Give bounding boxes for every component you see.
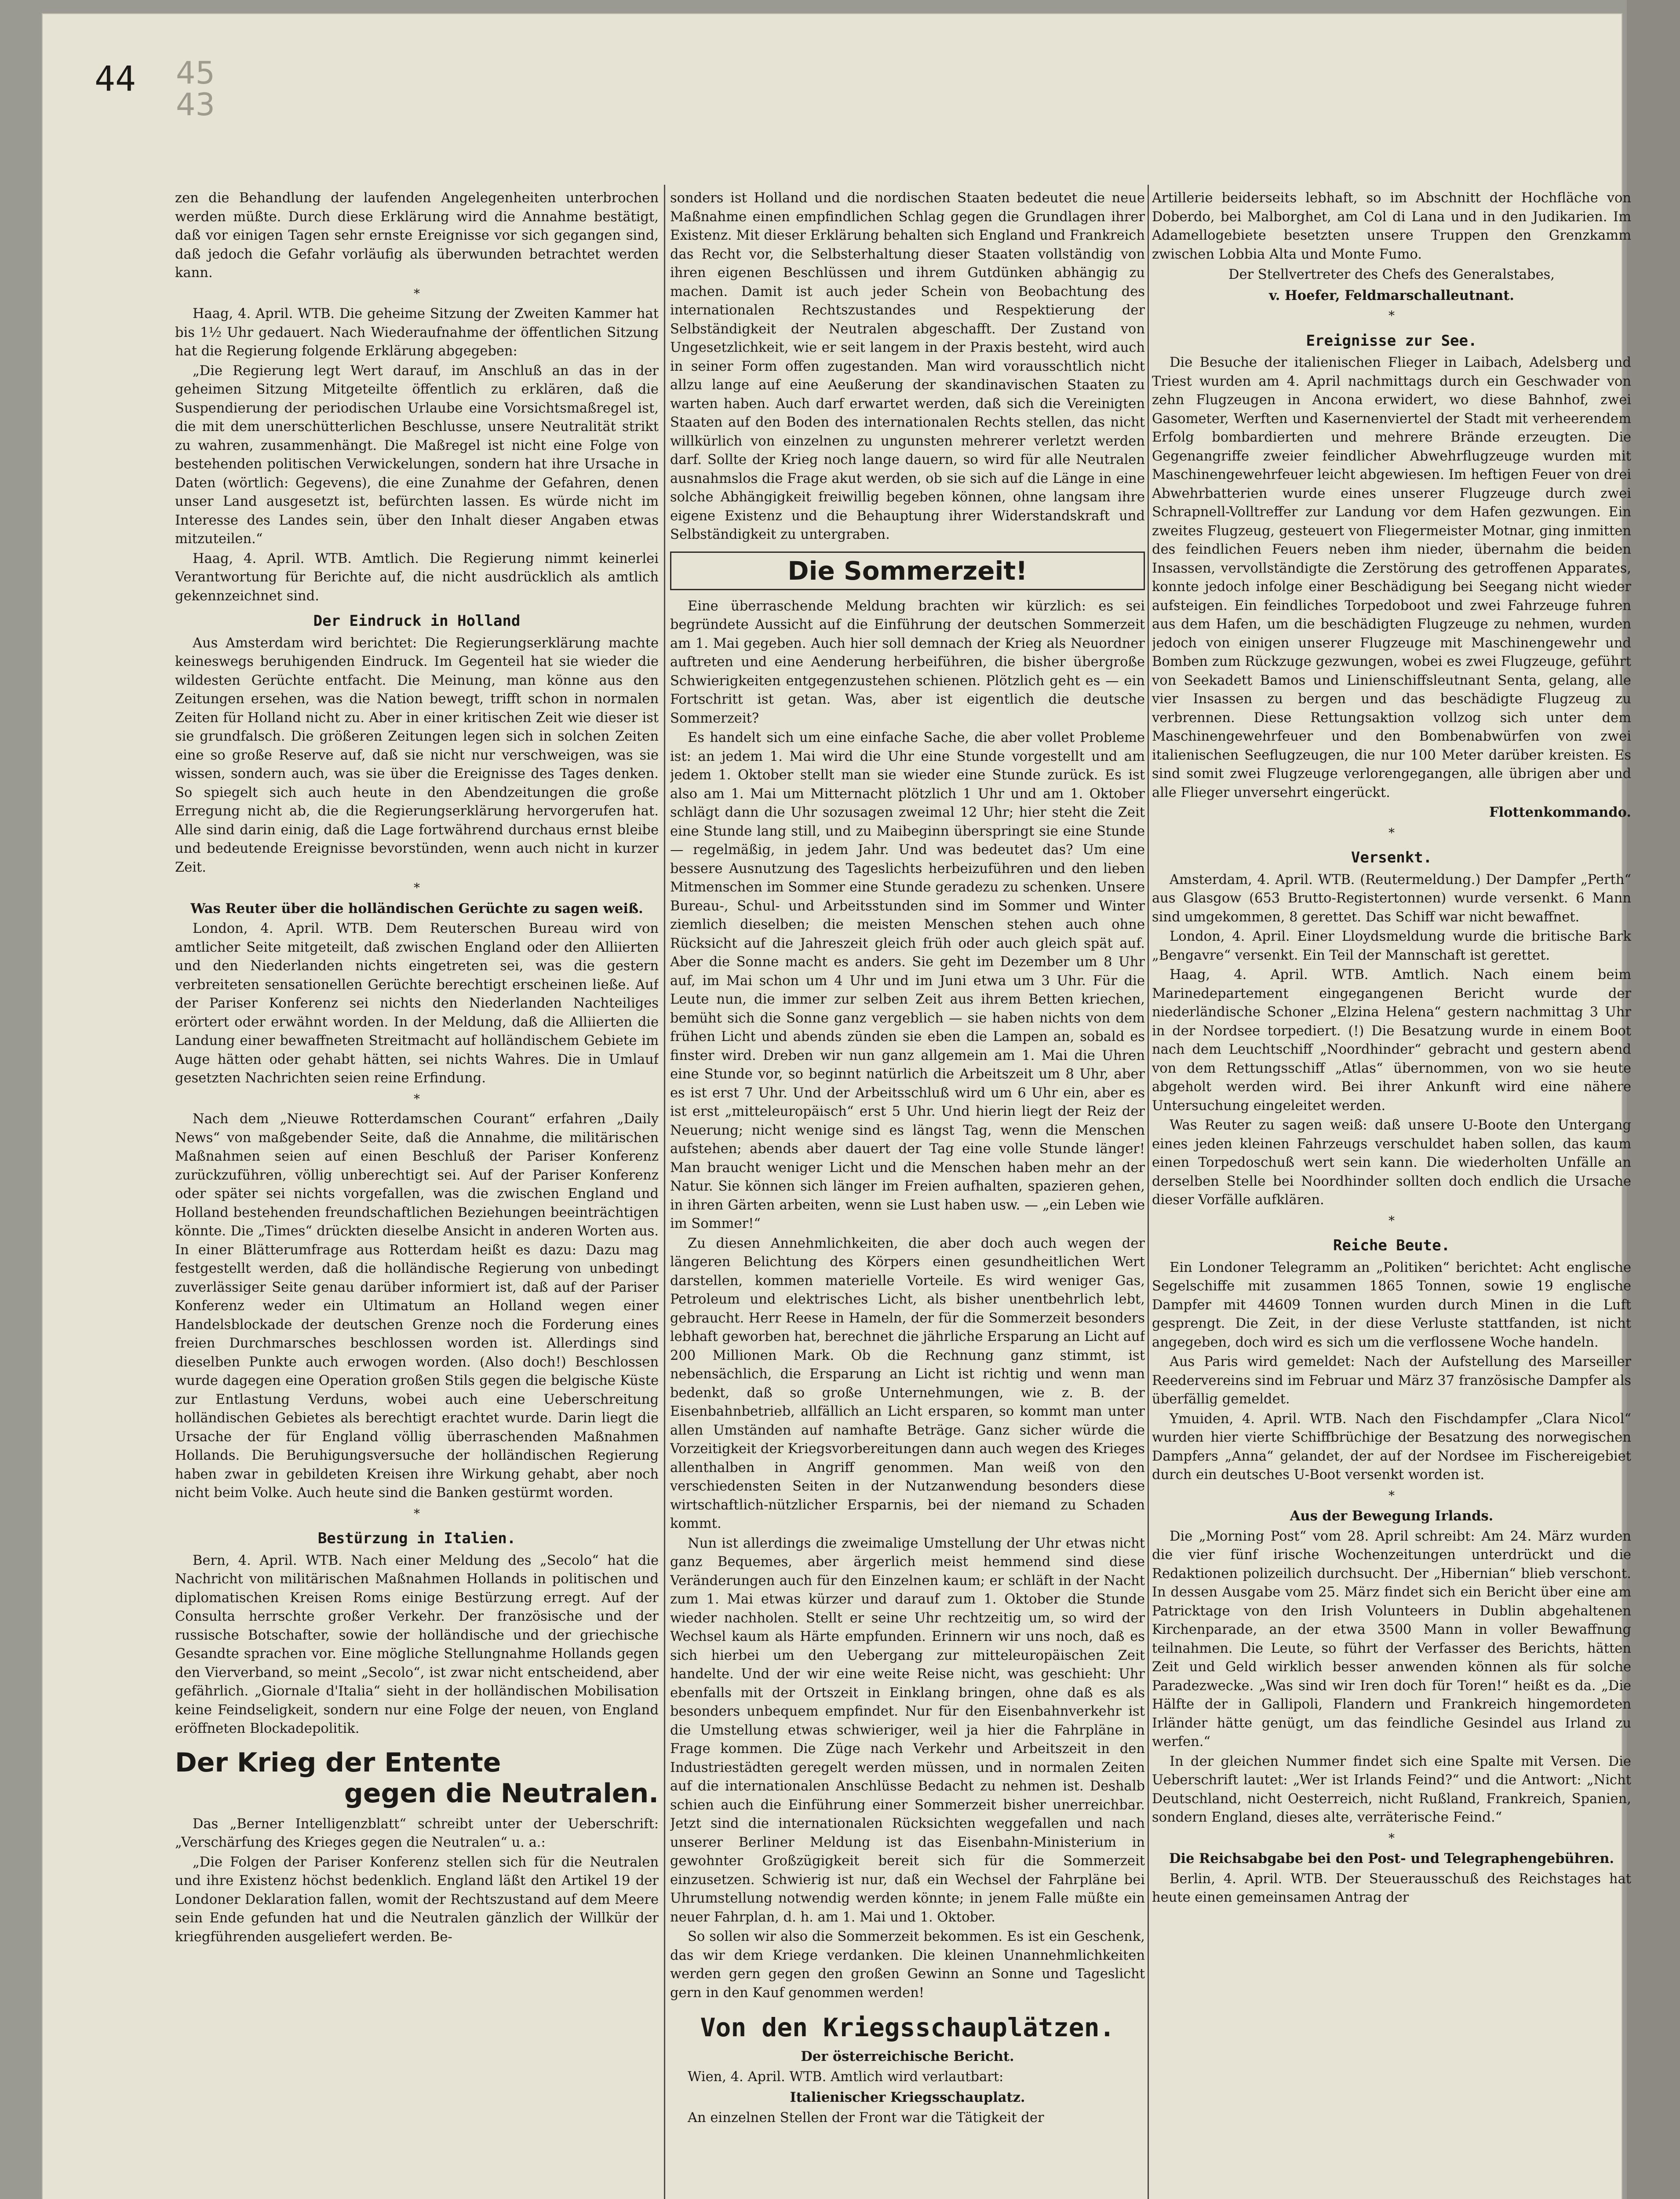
column-1: zen die Behandlung der laufenden Angelegenheiten unterbrochen werden müßte. Durch diese Erklärung wird die Annahme bestätigt, daß vor einigen Tagen sehr ernste Ereignisse vor sich gegangen sind, daß jedoch die Gefahr vorläufig als überwunden betrachtet werden kann. * Haag, 4. April. WTB. Die geheime Sitzung der Zweiten Kammer hat bis 1½ Uhr gedauert. Nach Wiederaufnahme der öffentlichen Sitzung hat die Regierung folgende Erklärung abgegeben: „Die Regierung legt Wert darauf, im Anschluß an das in der geheimen Sitzung Mitgeteilte öffentlich zu erklären, daß die Suspendierung der periodischen Urlaube eine Vorsichtsmaßregel ist, die mit dem unerschütterlichen Beschlusse, unsere Neutralität strikt zu wahren, zusammenhängt. Die Maßregel ist nicht eine Folge von bestehenden politischen Verwickelungen, sondern hat ihre Ursache in Daten (wörtlich: Gegevens), die eine Zunahme der Gefahren, denen unser Land ausgesetzt ist, befürchten lassen. Es würde nicht im Interesse des Landes sein, über den Inhalt dieser Angaben etwas mitzuteilen.“ Haag, 4. April. WTB. Amtlich. Die Regierung nimmt keinerlei Verantwortung für Berichte auf, die nicht ausdrücklich als amtlich gekennzeichnet sind. Der Eindruck in Holland Aus Amsterdam wird berichtet: Die Regierungserklärung machte keineswegs beruhigenden Eindruck. Im Gegenteil hat sie wieder die wildesten Gerüchte entfacht. Die Meinung, man könne aus den Zeitungen ersehen, was die Nation bewegt, trifft schon in normalen Zeiten für Holland nicht zu. Aber in einer kritischen Zeit wie dieser ist sie grundfalsch. Die größeren Zeitungen legen sich in solchen Zeiten eine so große Reserve auf, daß sie nicht nur verschweigen, was sie wissen, sondern auch, was sie über die Ereignisse des Tages denken. So spiegelt sich auch heute in den Abendzeitungen die große Erregung nicht ab, die die Regierungserklärung hervorgerufen hat. Alle sind darin einig, daß die Lage fortwährend durchaus ernst bleibe und bedeutende Ereignisse bevorstünden, wenn auch nicht in kurzer Zeit. * Was Reuter über die holländischen Gerüchte zu sagen weiß. London, 4. April. WTB. Dem Reuterschen Bureau wird von amtlicher Seite mitgeteilt, daß zwischen England oder den Alliierten und den Niederlanden nichts eingetreten sei, was die gestern verbreiteten sensationellen Gerüchte berechtigt erscheinen ließe. Auf der Pariser Konferenz sei nichts den Niederlanden Nachteiliges erörtert oder erwähnt worden. In der Meldung, daß die Alliierten die Landung einer bewaffneten Streitmacht auf holländischem Gebiete im Auge hätten oder gehabt hätten, sei nichts Wahres. Die in Umlauf gesetzten Nachrichten seien reine Erfindung. * Nach dem „Nieuwe Rotterdamschen Courant“ erfahren „Daily News“ von maßgebender Seite, daß die Annahme, die militärischen Maßnahmen seien auf einen Beschluß der Pariser Konferenz zurückzuführen, völlig unberechtigt sei. Auf der Pariser Konferenz oder später sei nichts vorgefallen, was die zwischen England und Holland bestehenden freundschaftlichen Beziehungen beeinträchtigen könnte. Die „Times“ drückten dieselbe Ansicht in anderen Worten aus. In einer Blätterumfrage aus Rotterdam heißt es dazu: Dazu mag festgestellt werden, daß die holländische Regierung von unbedingt zuverlässiger Seite genau darüber informiert ist, daß auf der Pariser Konferenz weder ein Ultimatum an Holland wegen einer Handelsblockade der deutschen Grenze noch die Forderung eines freien Durchmarsches beschlossen worden ist. Allerdings sind dieselben Punkte auch erwogen worden. (Also doch!) Beschlossen wurde dagegen eine Operation großen Stils gegen die belgische Küste zur Entlastung Verduns, wobei auch eine Ueberschreitung holländischen Gebietes als berechtigt erachtet wurde. Darin liegt die Ursache der für England völlig überraschenden Maßnahmen Hollands. Die Beruhigungsversuche der holländischen Regierung haben zwar in gebildeten Kreisen ihre Wirkung gehabt, aber noch nicht beim Volke. Auch heute sind die Banken gestürmt worden. * Bestürzung in Italien. Bern, 4. April. WTB. Nach einer Meldung des „Secolo“ hat die Nachricht von militärischen Maßnahmen Hollands in politischen und diplomatischen Kreisen Roms einige Bestürzung erregt. Auf der Consulta herrschte großer Verkehr. Der französische und der russische Botschafter, sowie der holländische und der griechische Gesandte sprachen vor. Eine mögliche Stellungnahme Hollands gegen den Vierverband, so meint „Secolo“, ist zwar nicht entscheidend, aber gefährlich. „Giornale d'Italia“ sieht in der holländischen Mobilisation keine Feindseligkeit, sondern nur eine Folge der neuen, von England eröffneten Blockadepolitik. Der Krieg der Entente gegen die Neutralen. Das „Berner Intelligenzblatt“ schreibt unter der Ueberschrift: „Verschärfung des Krieges gegen die Neutralen“ u. a.: „Die Folgen der Pariser Konferenz stellen sich für die Neutralen und ihre Existenz höchst bedenklich. England läßt den Artikel 19 der Londoner Deklaration fallen, womit der Rechtszustand auf dem Meere sein Ende gefunden hat und die Neutralen gänzlich der Willkür der kriegführenden ausgeliefert werden. Be- [175,189,659,2199]
article-headline: Der Krieg der Entente gegen die Neutralen. [175,1747,659,1809]
paragraph: Was Reuter zu sagen weiß: daß unsere U-Boote den Untergang eines jeden kleinen Fahrzeugs verschuldet haben sollen, das kaum einen Torpedoschuß wert sein kann. Die wiederholten Unfälle an derselben Stelle bei Noordhinder sollten doch endlich die Ursache dieser Vorfälle aufklären. [1152,1118,1631,1208]
signature-line: v. Hoefer, Feldmarschalleutnant. [1269,287,1514,303]
quote-paragraph: „Die Folgen der Pariser Konferenz stellen sich für die Neutralen und ihre Existenz höchst bedenklich. England läßt den Artikel 19 der Londoner Deklaration fallen, womit der Rechtszustand auf dem Meere sein Ende gefunden hat und die Neutralen gänzlich der Willkür der kriegführenden ausgeliefert werden. Be- [175,1854,659,1945]
paragraph: Aus Paris wird gemeldet: Nach der Aufstellung des Marseiller Reedervereins sind im Februar und März 37 französische Dampfer als überfällig gemeldet. [1152,1354,1631,1407]
paragraph: Aus Amsterdam wird berichtet: Die Regierungserklärung machte keineswegs beruhigenden Eindruck. Im Gegenteil hat sie wieder die wildesten Gerüchte entfacht. Die Meinung, man könne aus den Zeitungen ersehen, was die Nation bewegt, trifft schon in normalen Zeiten für Holland nicht zu. Aber in einer kritischen Zeit wie dieser ist sie grundfalsch. Die größeren Zeitungen legen sich in solchen Zeiten eine so große Reserve auf, daß sie nicht nur verschweigen, was sie wissen, sondern auch, was sie über die Ereignisse des Tages denken. So spiegelt sich auch heute in den Abendzeitungen die große Erregung nicht ab, die die Regierungserklärung hervorgerufen hat. Alle sind darin einig, daß die Lage fortwährend durchaus ernst bleibe und bedeutende Ereignisse bevorstünden, wenn auch nicht in kurzer Zeit. [175,635,659,875]
section-heading: Aus der Bewegung Irlands. [1290,1508,1494,1524]
signature-line: Der Stellvertreter des Chefs des Generalstabes, [1228,267,1555,282]
paragraph: London, 4. April. Einer Lloydsmeldung wurde die britische Bark „Bengavre“ versenkt. Ein Teil der Mannschaft ist gerettet. [1152,929,1631,963]
section-heading: Italienischer Kriegsschauplatz. [790,2089,1025,2105]
paragraph: sonders ist Holland und die nordischen Staaten bedeutet die neue Maßnahme einen empfindlichen Schlag gegen die Grundlagen ihrer Existenz. Mit dieser Erklärung behalten sich England und Frankreich das Recht vor, die Selbsterhaltung dieser Staaten vollständig von ihren eigenen Beschlüssen und ihrem Gutdünken abhängig zu machen. Damit ist auch jeder Schein von Beobachtung des internationalen Rechtszustandes und Respektierung der Selbständigkeit der Neutralen abgeschafft. Der Zustand von Ungesetzlichkeit, wie er seit langem in der Praxis besteht, wird auch in seiner Form offen zugestanden. Man wird vorausschtlich nicht allzu lange auf eine Aeußerung der skandinavischen Staaten zu warten haben. Auch darf erwartet werden, daß sich die Vereinigten Staaten auf den Boden des internationalen Rechts stellen, das nicht willkürlich von einzelnen zu ungunsten mehrerer verletzt werden darf. Sollte der Krieg noch lange dauern, so wird für alle Neutralen ausnahmslos die Frage akut werden, ob sie sich auf die Länge in eine solche Abhängigkeit freiwillig begeben können, ohne langsam ihre eigene Existenz und die Behauptung ihrer Widerstandskraft und Selbständigkeit zu untergraben. [670,190,1145,542]
pencil-annotation: 45 43 [176,55,215,123]
section-heading: Versenkt. [1351,849,1432,866]
section-heading: Die Reichsabgabe bei den Post- und Telegraphengebühren. [1169,1851,1614,1867]
paragraph: Ymuiden, 4. April. WTB. Nach den Fischdampfer „Clara Nicol“ wurden hier vierte Schiffbrüchige der Besatzung des norwegischen Dampfers „Anna“ gelandet, der auf der Nordsee im Fischereigebiet durch ein deutsches U-Boot versenkt worden ist. [1152,1411,1631,1483]
paragraph: So sollen wir also die Sommerzeit bekommen. Es ist ein Geschenk, das wir dem Kriege verdanken. Die kleinen Unannehmlichkeiten werden gern gegen den großen Gewinn an Sonne und Tageslicht gern in den Kauf genommen werden! [670,1929,1145,2001]
paragraph: Es handelt sich um eine einfache Sache, die aber vollet Probleme ist: an jedem 1. Mai wird die Uhr eine Stunde vorgestellt und am jedem 1. Oktober stellt man sie wieder eine Stunde zurück. Es ist also am 1. Mai um Mitternacht plötzlich 1 Uhr und am 1. Oktober schlägt dann die Uhr sozusagen zweimal 12 Uhr; hier steht die Zeit eine Stunde lang still, und zu Maibeginn überspringt sie eine Stunde — regelmäßig, in jedem Jahr. Und was bedeutet das? Um eine bessere Ausnutzung des Tageslichts herbeizuführen und den lieben Mitmenschen im Sommer eine Stunde geradezu zu schenken. Unsere Bureau-, Schul- und Arbeitsstunden sind im Sommer und Winter ziemlich dieselben; die meisten Menschen stehen auch ohne Rücksicht auf die Jahreszeit gleich früh oder auch gleich spät auf. Aber die Sonne macht es anders. Sie geht im Dezember um 8 Uhr auf, im Mai schon um 4 Uhr und im Juni etwa um 3 Uhr. Für die Leute nun, die immer zur selben Zeit aus ihrem Betten kriechen, bemüht sich die Sonne ganz vergeblich — sie haben nichts von dem frühen Licht und abends zünden sie eben die Lampen an, sobald es finster wird. Dreben wir nun ganz allgemein am 1. Mai die Uhren eine Stunde vor, so beginnt natürlich die Arbeitszeit um 8 Uhr, aber es ist erst 7 Uhr. Und der Arbeitsschluß wird um 6 Uhr ein, aber es ist erst „mitteleuropäisch“ erst 5 Uhr. Und hierin liegt der Reiz der Neuerung; nicht wenige sind es längst Tag, wenn die Menschen aufstehen; abends aber dauert der Tag eine volle Stunde länger! Man braucht weniger Licht und die Menschen haben mehr an der Natur. Sie können sich länger im Freien aufhalten, spazieren gehen, in ihren Gärten arbeiten, wenn sie Lust haben usw. — „ein Leben wie im Sommer!“ [670,730,1145,1231]
paragraph: Haag, 4. April. WTB. Amtlich. Die Regierung nimmt keinerlei Verantwortung für Berichte auf, die nicht ausdrücklich als amtlich gekennzeichnet sind. [175,551,659,604]
paragraph: Nach dem „Nieuwe Rotterdamschen Courant“ erfahren „Daily News“ von maßgebender Seite, daß die Annahme, die militärischen Maßnahmen seien auf einen Beschluß der Pariser Konferenz zurückzuführen, völlig unberechtigt sei. Auf der Pariser Konferenz oder später sei nichts vorgefallen, was die zwischen England und Holland bestehenden freundschaftlichen Beziehungen beeinträchtigen könnte. Die „Times“ drückten dieselbe Ansicht in anderen Worten aus. In einer Blätterumfrage aus Rotterdam heißt es dazu: Dazu mag festgestellt werden, daß die holländische Regierung von unbedingt zuverlässiger Seite genau darüber informiert ist, daß auf der Pariser Konferenz weder ein Ultimatum an Holland wegen einer Handelsblockade der deutschen Grenze noch die Forderung eines freien Durchmarsches beschlossen worden ist. Allerdings sind dieselben Punkte auch erwogen worden. (Also doch!) Beschlossen wurde dagegen eine Operation großen Stils gegen die belgische Küste zur Entlastung Verduns, wobei auch eine Ueberschreitung holländischen Gebietes als berechtigt erachtet wurde. Darin liegt die Ursache der für England völlig überraschenden Maßnahmen Hollands. Die Beruhigungsversuche der holländischen Regierung haben zwar in gebildeten Kreisen ihre Wirkung gehabt, aber noch nicht beim Volke. Auch heute sind die Banken gestürmt worden. [175,1111,659,1501]
quote-paragraph: „Die Regierung legt Wert darauf, im Anschluß an das in der geheimen Sitzung Mitgeteilte öffentlich zu erklären, daß die Suspendierung der periodischen Urlaube eine Vorsichtsmaßregel ist, die mit dem unerschütterlichen Beschlusse, unsere Neutralität strikt zu wahren, zusammenhängt. Die Maßregel ist nicht eine Folge von bestehenden politischen Verwickelungen, sondern hat ihre Ursache in Daten (wörtlich: Gegevens), die eine Zunahme der Gefahren, denen unser Land ausgesetzt ist, befürchten lassen. Es würde nicht im Interesse des Landes sein, über den Inhalt dieser Angaben etwas mitzuteilen.“ [175,363,659,547]
column-2 [670,189,1145,2199]
page-number: 44 [95,59,136,99]
column-rule [664,185,665,2199]
column-3: Artillerie beiderseits lebhaft, so im Abschnitt der Hochfläche von Doberdo, bei Malborghet, am Col di Lana und in den Judikarien. Im Adamellogebiete besetzten unsere Truppen den Grenzkamm zwischen Lobbia Alta und Monte Fumo. Der Stellvertreter des Chefs des Generalstabes, v. Hoefer, Feldmarschalleutnant. * Ereignisse zur See. Die Besuche der italienischen Flieger in Laibach, Adelsberg und Triest wurden am 4. April nachmittags durch ein Geschwader von zehn Flugzeugen in Ancona erwidert, wo diese Bahnhof, zwei Gasometer, Werften und Kasernenviertel der Stadt mit verheerendem Erfolg bombardierten und mehrere Brände erzeugten. Die Gegenangriffe zweier feindlicher Abwehrflugzeuge wurden mit Maschinengewehrfeuer leicht abgewiesen. Im heftigen Feuer von drei Abwehrbatterien wurde eines unserer Flugzeuge durch zwei Schrapnell-Volltreffer zur Landung vor dem Hafen gezwungen. Ein zweites Flugzeug, gesteuert von Fliegermeister Motnar, ging inmitten des feindlichen Feuers neben ihm nieder, übernahm die beiden Insassen, vervollständigte die Zerstörung des getroffenen Apparates, konnte jedoch infolge einer Beschädigung bei Seegang nicht wieder aufsteigen. Ein feindliches Torpedoboot und zwei Fahrzeuge fuhren aus dem Hafen, um die beschädigten Flugzeuge zu nehmen, wurden jedoch von einigen unserer Flugzeuge mit Maschinengewehr und Bomben zum Rückzuge gezwungen, wobei es zwei Flugzeuge, geführt von Seekadett Bamos und Linienschiffsleutnant Senta, gelang, alle vier Insassen zu bergen und das beschädigte Flugzeug zu verbrennen. Diese Rettungsaktion vollzog sich unter dem Maschinengewehrfeuer und den Bombenabwürfen von zwei italienischen Seeflugzeugen, die nur 100 Meter darüber kreisten. Es sind somit zwei Flugzeuge verlorengegangen, alle übrigen aber und alle Flieger unversehrt eingerückt. Flottenkommando. * Versenkt. Amsterdam, 4. April. WTB. (Reutermeldung.) Der Dampfer „Perth“ aus Glasgow (653 Brutto-Registertonnen) wurde versenkt. 6 Mann sind umgekommen, 8 gerettet. Das Schiff war nicht bewaffnet. London, 4. April. Einer Lloydsmeldung wurde die britische Bark „Bengavre“ versenkt. Ein Teil der Mannschaft ist gerettet. Haag, 4. April. WTB. Amtlich. Nach einem beim Marinedepartement eingegangenen Bericht wurde der niederländische Schoner „Elzina Helena“ gestern nachmittag 3 Uhr in der Nordsee torpediert. (!) Die Besatzung wurde in einem Boot nach dem Leuchtschiff „Noordhinder“ gebracht und gestern abend von dem Rettungsschiff „Atlas“ übernommen, von wo sie heute abgeholt werden wird. Bei ihrer Ankunft wird eine nähere Untersuchung eingeleitet werden. Was Reuter zu sagen weiß: daß unsere U-Boote den Untergang eines jeden kleinen Fahrzeugs verschuldet haben sollen, das kaum einen Torpedoschuß wert sein kann. Die wiederholten Unfälle an derselben Stelle bei Noordhinder sollten doch endlich die Ursache dieser Vorfälle aufklären. * Reiche Beute. Ein Londoner Telegramm an „Politiken“ berichtet: Acht englische Segelschiffe mit zusammen 1865 Tonnen, sowie 19 englische Dampfer mit 44609 Tonnen wurden durch Minen in die Luft gesprengt. Die Zeit, in der diese Verluste stattfanden, ist nicht angegeben, doch wird es sich um die verflossene Woche handeln. Aus Paris wird gemeldet: Nach der Aufstellung des Marseiller Reedervereins sind im Februar und März 37 französische Dampfer als überfällig gemeldet. Ymuiden, 4. April. WTB. Nach den Fischdampfer „Clara Nicol“ wurden hier vierte Schiffbrüchige der Besatzung des norwegischen Dampfers „Anna“ gelandet, der auf der Nordsee im Fischereigebiet durch ein deutsches U-Boot versenkt worden ist. * Aus der Bewegung Irlands. Die „Morning Post“ vom 28. April schreibt: Am 24. März wurden die vier fünf irische Wochenzeitungen unterdrückt und die Redaktionen polizeilich durchsucht. Der „Hibernian“ blieb verschont. In dessen Ausgabe vom 25. März findet sich ein Bericht über eine am Patricktage von den Irish Volunteers in Dublin abgehaltenen Kirchenparade, an der etwa 3500 Mann in voller Bewaffnung teilnahmen. Die Leute, so führt der Verfasser des Berichts, hätten Zeit und Geld wirklich besser anwenden können als für solche Paradezwecke. „Was sind wir Iren doch für Toren!“ heißt es da. „Die Hälfte der in Gallipoli, Flandern und Frankreich hingemordeten Irländer hätte genügt, um das feindliche Gesindel aus Irland zu werfen.“ In der gleichen Nummer findet sich eine Spalte mit Versen. Die Ueberschrift lautet: „Wer ist Irlands Feind?“ und die Antwort: „Nicht Deutschland, nicht Oesterreich, nicht Rußland, Frankreich, Spanien, sondern England, dieses alte, verräterische Feind.“ * Die Reichsabgabe bei den Post- und Telegraphengebühren. Berlin, 4. April. WTB. Der Steuerausschuß des Reichstages hat heute einen gemeinsamen Antrag der [1152,189,1631,2199]
paragraph: Die Besuche der italienischen Flieger in Laibach, Adelsberg und Triest wurden am 4. April nachmittags durch ein Geschwader von zehn Flugzeugen in Ancona erwidert, wo diese Bahnhof, zwei Gasometer, Werften und Kasernenviertel der Stadt mit verheerendem Erfolg bombardierten und mehrere Brände erzeugten. Die Gegenangriffe zweier feindlicher Abwehrflugzeuge wurden mit Maschinengewehrfeuer leicht abgewiesen. Im heftigen Feuer von drei Abwehrbatterien wurde eines unserer Flugzeuge durch zwei Schrapnell-Volltreffer zur Landung vor dem Hafen gezwungen. Ein zweites Flugzeug, gesteuert von Fliegermeister Motnar, ging inmitten des feindlichen Feuers neben ihm nieder, übernahm die beiden Insassen, vervollständigte die Zerstörung des getroffenen Apparates, konnte jedoch infolge einer Beschädigung bei Seegang nicht wieder aufsteigen. Ein feindliches Torpedoboot und zwei Fahrzeuge fuhren aus dem Hafen, um die beschädigten Flugzeuge zu nehmen, wurden jedoch von einigen unserer Flugzeuge mit Maschinengewehr und Bomben zum Rückzuge gezwungen, wobei es zwei Flugzeuge, geführt von Seekadett Bamos und Linienschiffsleutnant Senta, gelang, alle vier Insassen zu bergen und das beschädigte Flugzeug zu verbrennen. Diese Rettungsaktion vollzog sich unter dem Maschinengewehrfeuer und den Bombenabwürfen von zwei italienischen Seeflugzeugen, die nur 100 Meter darüber kreisten. Es sind somit zwei Flugzeuge verlorengegangen, alle übrigen aber und alle Flieger unversehrt eingerückt. [1152,355,1631,800]
section-heading: Was Reuter über die holländischen Gerüchte zu sagen weiß. [190,900,643,917]
paragraph: An einzelnen Stellen der Front war die Tätigkeit der [688,2110,1044,2126]
paragraph: Wien, 4. April. WTB. Amtlich wird verlautbart: [688,2069,1004,2085]
section-heading: Reiche Beute. [1333,1237,1450,1254]
paragraph: Die „Morning Post“ vom 28. April schreibt: Am 24. März wurden die vier fünf irische Wochenzeitungen unterdrückt und die Redaktionen polizeilich durchsucht. Der „Hibernian“ blieb verschont. In dessen Ausgabe vom 25. März findet sich ein Bericht über eine am Patricktage von den Irish Volunteers in Dublin abgehaltenen Kirchenparade, an der etwa 3500 Mann in voller Bewaffnung teilnahmen. Die Leute, so führt der Verfasser des Berichts, hätten Zeit und Geld wirklich besser anwenden können als für solche Paradezwecke. „Was sind wir Iren doch für Toren!“ heißt es da. „Die Hälfte der in Gallipoli, Flandern und Frankreich hingemordeten Irländer hätte genügt, um das feindliche Gesindel aus Irland zu werfen.“ [1152,1528,1631,1750]
paragraph: Haag, 4. April. WTB. Die geheime Sitzung der Zweiten Kammer hat bis 1½ Uhr gedauert. Nach Wiederaufnahme der öffentlichen Sitzung hat die Regierung folgende Erklärung abgegeben: [175,306,659,359]
paragraph: Bern, 4. April. WTB. Nach einer Meldung des „Secolo“ hat die Nachricht von militärischen Maßnahmen Hollands in politischen und diplomatischen Kreisen Roms einige Bestürzung erregt. Auf der Consulta herrschte großer Verkehr. Der französische und der russische Botschafter, sowie der holländische und der griechische Gesandte sprachen vor. Eine mögliche Stellungnahme Hollands gegen den Vierverband, so meint „Secolo“, ist zwar nicht entscheidend, aber gefährlich. „Giornale d'Italia“ sieht in der holländischen Mobilisation keine Feindseligkeit, sondern nur eine Folge der neuen, von England eröffneten Blockadepolitik. [175,1552,659,1736]
section-heading: Ereignisse zur See. [1306,332,1477,350]
paragraph: Haag, 4. April. WTB. Amtlich. Nach einem beim Marinedepartement eingegangenen Bericht wurde der niederländische Schoner „Elzina Helena“ gestern nachmittag 3 Uhr in der Nordsee torpediert. (!) Die Besatzung wurde in einem Boot nach dem Leuchtschiff „Noordhinder“ gebracht und gestern abend von dem Rettungsschiff „Atlas“ übernommen, von wo sie heute abgeholt werden wird. Bei ihrer Ankunft wird eine nähere Untersuchung eingeleitet werden. [1152,967,1631,1114]
paragraph: Ein Londoner Telegramm an „Politiken“ berichtet: Acht englische Segelschiffe mit zusammen 1865 Tonnen, sowie 19 englische Dampfer mit 44609 Tonnen wurden durch Minen in die Luft gesprengt. Die Zeit, in der diese Verluste stattfanden, ist nicht angegeben, doch wird es sich um die verflossene Woche handeln. [1152,1260,1631,1350]
paragraph: Berlin, 4. April. WTB. Der Steuerausschuß des Reichstages hat heute einen gemeinsamen Antrag der [1152,1871,1631,1905]
paragraph: Das „Berner Intelligenzblatt“ schreibt unter der Ueberschrift: „Verschärfung des Krieges gegen die Neutralen“ u. a.: [175,1816,659,1850]
section-heading: Der österreichische Bericht. [801,2049,1014,2064]
paragraph: London, 4. April. WTB. Dem Reuterschen Bureau wird von amtlicher Seite mitgeteilt, daß zwischen England oder den Alliierten und den Niederlanden nichts eingetreten sei, was die gestern verbreiteten sensationellen Gerüchte berechtigt erscheinen ließe. Auf der Pariser Konferenz sei nichts den Niederlanden Nachteiliges erörtert oder erwähnt worden. In der Meldung, daß die Alliierten die Landung einer bewaffneten Streitmacht auf holländischem Gebiete im Auge hätten oder gehabt hätten, sei nichts Wahres. Die in Umlauf gesetzten Nachrichten seien reine Erfindung. [175,921,659,1086]
page-edge-strip [1627,0,1680,2199]
column-rule [1148,185,1149,2199]
article-headline: Die Sommerzeit! [670,552,1145,590]
article-headline: Von den Kriegsschauplätzen. [700,2013,1115,2042]
paragraph: Amsterdam, 4. April. WTB. (Reutermeldung.) Der Dampfer „Perth“ aus Glasgow (653 Brutto-Registertonnen) wurde versenkt. 6 Mann sind umgekommen, 8 gerettet. Das Schiff war nicht bewaffnet. [1152,872,1631,925]
paragraph: Eine überraschende Meldung brachten wir kürzlich: es sei begründete Aussicht auf die Einführung der deutschen Sommerzeit am 1. Mai gegeben. Auch hier soll demnach der Krieg als Neuordner auftreten und eine Aenderung herbeiführen, die bisher übergroße Schwierigkeiten entgegenzustehen schienen. Plötzlich geht es — ein Fortschritt ist getan. Was, aber ist eigentlich die deutsche Sommerzeit? [670,598,1145,726]
paragraph: Zu diesen Annehmlichkeiten, die aber doch auch wegen der längeren Belichtung des Körpers einen gesundheitlichen Wert darstellen, kommen materielle Vorteile. Es wird weniger Gas, Petroleum und elektrisches Licht, als bisher unentbehrlich lebt, gebraucht. Herr Reese in Hameln, der für die Sommerzeit besonders lebhaft geworben hat, berechnet die jährliche Ersparung an Licht auf 200 Millionen Mark. Ob die Rechnung ganz stimmt, ist nebensächlich, die Ersparung an Licht ist richtig und wenn man bedenkt, daß so große Unternehmungen, wie z. B. der Eisenbahnbetrieb, allfällich an Licht ersparen, so kommt man unter allen Umständen auf namhafte Beträge. Ganz sicher würde die Vorzeitigkeit der Kriegsvorbereitungen dann auch wegen des Krieges allenthalben in Angriff genommen. Man weiß von den verschiedensten Seiten in der Nutzanwendung besonders diese wirtschaftlich-nützlicher Ersparnis, bei der niemand zu Schaden kommt. [670,1235,1145,1531]
paragraph: Artillerie beiderseits lebhaft, so im Abschnitt der Hochfläche von Doberdo, bei Malborghet, am Col di Lana und in den Judikarien. Im Adamellogebiete besetzten unsere Truppen den Grenzkamm zwischen Lobbia Alta und Monte Fumo. [1152,190,1631,262]
signature-line: Flottenkommando. [1489,804,1631,820]
paragraph: In der gleichen Nummer findet sich eine Spalte mit Versen. Die Ueberschrift lautet: „Wer ist Irlands Feind?“ und die Antwort: „Nicht Deutschland, nicht Oesterreich, nicht Rußland, Frankreich, Spanien, sondern England, dieses alte, verräterische Feind.“ [1152,1753,1631,1825]
section-heading: Bestürzung in Italien. [317,1530,516,1547]
paragraph: zen die Behandlung der laufenden Angelegenheiten unterbrochen werden müßte. Durch diese Erklärung wird die Annahme bestätigt, daß vor einigen Tagen sehr ernste Ereignisse vor sich gegangen sind, daß jedoch die Gefahr vorläufig als überwunden betrachtet werden kann. [175,190,659,281]
section-heading: Der Eindruck in Holland [313,612,521,630]
paragraph: Nun ist allerdings die zweimalige Umstellung der Uhr etwas nicht ganz Bequemes, aber ärgerlich meist hemmend sind diese Veränderungen auch für den Einzelnen kaum; er schläft in der Nacht zum 1. Mai etwas kürzer und darauf zum 1. Oktober die Stunde wieder nachholen. Stellt er seine Uhr rechtzeitig um, so wird der Wechsel kaum als Härte empfunden. Erinnern wir uns noch, daß es sich hierbei um den Uebergang zur mitteleuropäischen Zeit handelte. Und der wir eine weite Reise nicht, was geschieht: Uhr ebenfalls mit der Ortszeit in Einklang bringen, ohne daß es als besonders unbequem empfindet. Nur für den Eisenbahnverkehr ist die Umstellung etwas schwieriger, weil ja hier die Fahrpläne in Frage kommen. Die Züge nach Verkehr und Arbeitszeit in den Industriestädten geregelt werden müssen, und in normalen Zeiten auf die internationalen Anschlüsse Bedacht zu nehmen ist. Deshalb schien auch die Einführung einer Sommerzeit bisher unerreichbar. Jetzt sind die internationalen Rücksichten weggefallen und nach unserer Berliner Meldung ist das Eisenbahn-Ministerium in gewohnter Großzügigkeit bereit sich für die Sommerzeit einzusetzen. Schwierig ist nur, daß ein Wechsel der Fahrpläne bei Uhrumstellung notwendig werden könnte; in jenem Falle müßte ein neuer Fahrplan, d. h. am 1. Mai und 1. Oktober. [670,1535,1145,1925]
